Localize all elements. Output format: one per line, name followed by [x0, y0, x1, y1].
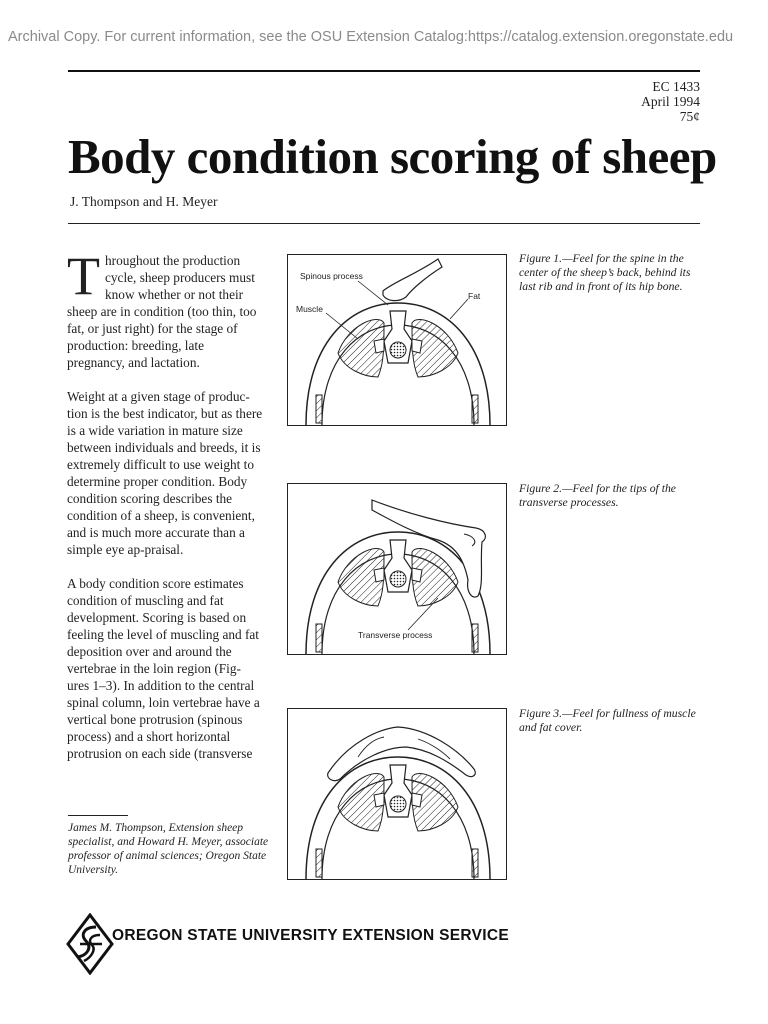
footnote-rule [68, 815, 128, 816]
archival-notice: Archival Copy. For current information, see the OSU Extension Catalog:https://catalog.extension.oregonstate.edu [8, 29, 734, 45]
figure-2-illustration [288, 484, 506, 654]
label-transverse-process: Transverse process [358, 630, 433, 640]
publication-date: April 1994 [641, 94, 700, 109]
body-paragraph-1 [67, 246, 263, 371]
body-paragraph-3: A body condition score estimates condition of muscling and fat development. Scoring is based on feeling the level of muscling and fat deposition over and around the vertebrae in the loin region (Fig-ures 1–3). In addition to the central spinal column, loin vertebrae have a vertical bone protrusion (spinous process) and a short horizontal protrusion on each side (transverse [67, 576, 260, 761]
footer-organization: OREGON STATE UNIVERSITY EXTENSION SERVICE [112, 927, 509, 944]
dropcap: T [67, 246, 100, 306]
figure-3-caption: Figure 3.—Feel for fullness of muscle and fat cover. [519, 707, 696, 734]
figure-3-illustration [288, 709, 506, 879]
page-title: Body condition scoring of sheep [68, 129, 717, 184]
figure-3 [287, 708, 507, 880]
authors: J. Thompson and H. Meyer [70, 194, 218, 209]
osu-extension-logo [66, 913, 114, 980]
body-paragraph-2: Weight at a given stage of produc-tion is the best indicator, but as there is a wide variation in mature size between individuals and breeds, it is extremely difficult to use weight to determine proper condition. Body condition scoring describes the condition of a sheep, is convenient, and is much more accurate than a simple eye ap-praisal. [67, 389, 263, 557]
osu-logo-mark [66, 913, 114, 975]
title-rule [68, 223, 700, 224]
publication-info [641, 79, 700, 124]
figure-2-caption: Figure 2.—Feel for the tips of the transverse processes. [519, 482, 676, 509]
label-muscle: Muscle [296, 304, 323, 314]
figure-2 [287, 483, 507, 655]
paragraph-1-text: hroughout the production cycle, sheep producers must know whether or not their sheep are in condition (too thin, too fat, or just right) for the stage of production: breeding, late pregnancy, and lactation. [67, 253, 257, 370]
figure-1-caption: Figure 1.—Feel for the spine in the center of the sheep’s back, behind its last rib and in front of its hip bone. [519, 252, 691, 293]
label-fat: Fat [468, 291, 481, 301]
body-column [67, 246, 263, 779]
figure-1-illustration [288, 255, 506, 425]
figure-1 [287, 254, 507, 426]
publication-number: EC 1433 [652, 79, 700, 94]
footnote: James M. Thompson, Extension sheep specialist, and Howard H. Meyer, associate professor of animal sciences; Oregon State University. [68, 822, 269, 876]
publication-price: 75¢ [679, 109, 700, 124]
label-spinous-process: Spinous process [300, 271, 363, 281]
header-rule [68, 70, 700, 72]
